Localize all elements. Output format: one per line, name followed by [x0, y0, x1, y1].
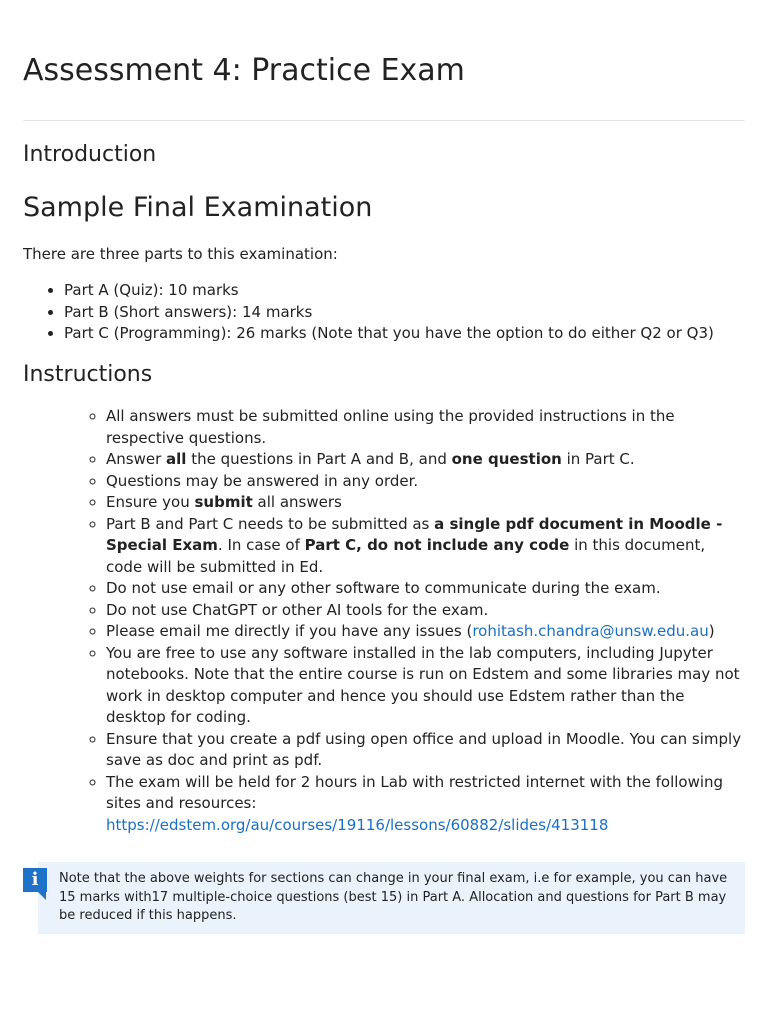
instruction-text: Answer [106, 450, 167, 468]
instruction-emphasis: all [166, 450, 187, 468]
sample-exam-heading: Sample Final Examination [23, 192, 373, 223]
instruction-item: ◦ Do not use email or any other software to communicate during the exam. [106, 578, 745, 600]
exam-parts-list [23, 280, 714, 345]
instruction-item [106, 449, 745, 471]
instruction-item: ◦ All answers must be submitted online using the provided instructions in the respective questions. [106, 406, 745, 449]
instruction-text: in this document, code will be submitted in Ed. [106, 536, 706, 576]
instruction-text: in Part C. [561, 450, 635, 468]
instruction-item: ◦ Ensure that you create a pdf using open office and upload in Moodle. You can simply save as doc and print as pdf. [106, 729, 745, 772]
instruction-emphasis: Part C, do not include any code [304, 536, 570, 554]
instruction-text: the questions in Part A and B, and [186, 450, 452, 468]
instruction-emphasis: a single pdf document in Moodle - Special Exam [106, 514, 723, 554]
edstem-resources-link[interactable]: https://edstem.org/au/courses/19116/lessons/60882/slides/413118 [106, 815, 609, 834]
intro-paragraph: There are three parts to this examination: [23, 245, 338, 263]
instruction-emphasis: submit [194, 493, 253, 511]
instruction-text: Part B and Part C needs to be submitted as [106, 514, 435, 533]
page-title: Assessment 4: Practice Exam [23, 53, 465, 88]
exam-part-c: • Part C (Programming): 26 marks (Note that you have the option to do either Q2 or Q3) [64, 323, 714, 345]
instruction-item: ◦ Do not use ChatGPT or other AI tools for the exam. [106, 600, 745, 622]
instruction-item [106, 621, 745, 643]
exam-part-a: • Part A (Quiz): 10 marks [64, 280, 714, 302]
instruction-item: ◦ You are free to use any software installed in the lab computers, including Jupyter notebooks. Note that the entire course is run on Edstem and some libraries may not work in desktop computer and hence you should use Edstem rather than the desktop for coding. [106, 643, 745, 729]
callout-text: Note that the above weights for sections can change in your final exam, i.e for example, you can have 15 marks with17 multiple-choice questions (best 15) in Part A. Allocation and questions for Part B may be reduced if this happens. [38, 862, 745, 934]
instruction-text: Please email me directly if you have any issues ( [106, 622, 473, 640]
instructions-heading: Instructions [23, 362, 153, 387]
instruction-item [106, 514, 745, 579]
info-icon: i [23, 868, 47, 892]
instruction-item: ◦ Questions may be answered in any order. [106, 471, 745, 493]
instruction-item [106, 492, 745, 514]
instruction-text: Ensure you [106, 493, 195, 511]
callout-notch [38, 892, 46, 900]
instructor-email-link[interactable]: rohitash.chandra@unsw.edu.au [472, 622, 709, 640]
exam-part-b: • Part B (Short answers): 14 marks [64, 302, 714, 324]
instruction-text: ) [708, 622, 715, 640]
info-callout [23, 862, 745, 934]
introduction-heading: Introduction [23, 142, 157, 167]
title-divider [23, 120, 745, 121]
instruction-item [106, 772, 745, 837]
instruction-text: all answers [252, 493, 342, 511]
instructions-list [23, 406, 745, 836]
instruction-text: . In case of [217, 536, 305, 554]
instruction-text: The exam will be held for 2 hours in Lab with restricted internet with the following sites and resources: [106, 772, 724, 812]
instruction-emphasis: one question [451, 450, 562, 468]
